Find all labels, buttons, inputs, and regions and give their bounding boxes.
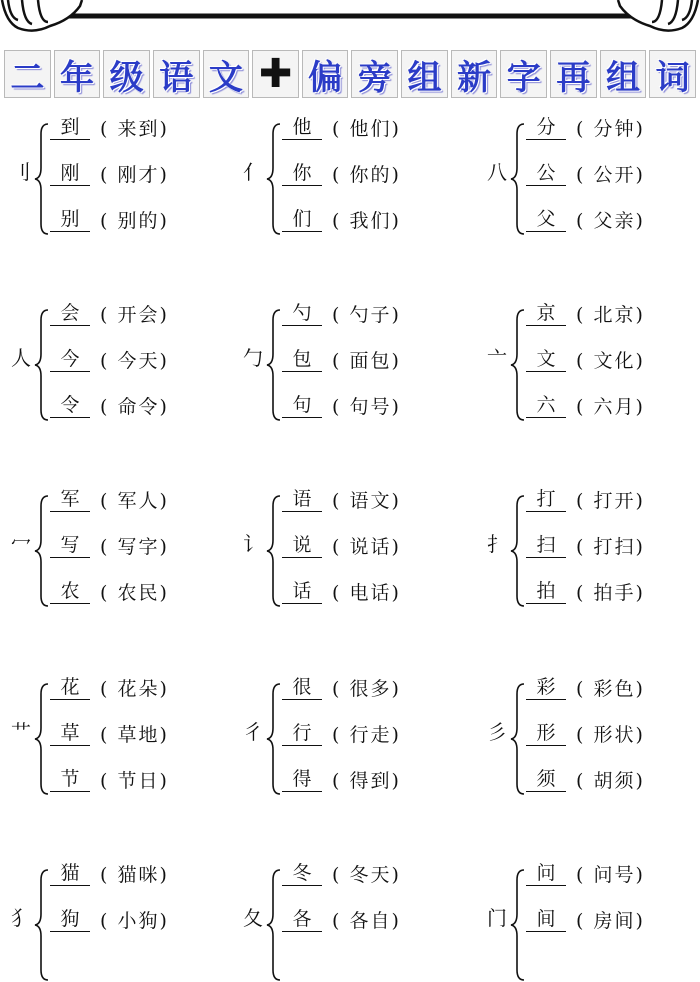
target-char: 节 xyxy=(50,767,90,792)
radical-group xyxy=(4,672,236,792)
char-entry xyxy=(50,204,169,234)
title-char: 词 xyxy=(649,50,696,98)
radical-group xyxy=(480,858,700,978)
brace-icon xyxy=(510,868,526,982)
title-char: 级 xyxy=(103,50,150,98)
title-char: 语 xyxy=(153,50,200,98)
radical-group xyxy=(236,484,468,604)
example-word: ( 今天) xyxy=(100,349,169,372)
example-word: ( 公开) xyxy=(576,163,645,186)
char-entry xyxy=(282,298,401,328)
radical-label: 犭 xyxy=(11,906,31,930)
char-entry xyxy=(50,672,169,702)
char-entry xyxy=(526,530,645,560)
brace-icon xyxy=(510,308,526,422)
example-word: ( 父亲) xyxy=(576,209,645,232)
radical-label: 彳 xyxy=(243,720,263,744)
example-word: ( 农民) xyxy=(100,581,169,604)
example-word: ( 打扫) xyxy=(576,535,645,558)
top-decoration xyxy=(0,0,700,50)
radical-group xyxy=(236,858,468,978)
char-entry xyxy=(526,764,645,794)
example-word: ( 我们) xyxy=(332,209,401,232)
brace-icon xyxy=(266,868,282,982)
title-char: 新 xyxy=(451,50,498,98)
char-entry xyxy=(526,672,645,702)
char-entry xyxy=(50,112,169,142)
target-char: 说 xyxy=(282,533,322,558)
target-char: 令 xyxy=(50,393,90,418)
example-word: ( 节日) xyxy=(100,769,169,792)
target-char: 草 xyxy=(50,721,90,746)
target-char: 勺 xyxy=(282,301,322,326)
target-char: 形 xyxy=(526,721,566,746)
example-word: ( 打开) xyxy=(576,489,645,512)
char-entry xyxy=(50,484,169,514)
brace-icon xyxy=(34,868,50,982)
example-word: ( 各自) xyxy=(332,909,401,932)
target-char: 冬 xyxy=(282,861,322,886)
target-char: 们 xyxy=(282,207,322,232)
radical-label: 夂 xyxy=(243,906,263,930)
title-char: 再 xyxy=(550,50,597,98)
char-entry xyxy=(282,204,401,234)
title-char: 年 xyxy=(54,50,101,98)
target-char: 打 xyxy=(526,487,566,512)
example-word: ( 冬天) xyxy=(332,863,401,886)
target-char: 农 xyxy=(50,579,90,604)
example-word: ( 彩色) xyxy=(576,677,645,700)
radical-group xyxy=(4,484,236,604)
title-char: 二 xyxy=(4,50,51,98)
example-word: ( 很多) xyxy=(332,677,401,700)
target-char: 花 xyxy=(50,675,90,700)
brace-icon xyxy=(266,494,282,608)
radical-group xyxy=(4,112,236,232)
target-char: 很 xyxy=(282,675,322,700)
target-char: 句 xyxy=(282,393,322,418)
char-entry xyxy=(50,718,169,748)
char-entry xyxy=(526,298,645,328)
brace-icon xyxy=(34,308,50,422)
char-entry xyxy=(526,390,645,420)
char-entry xyxy=(526,344,645,374)
example-word: ( 北京) xyxy=(576,303,645,326)
char-entry xyxy=(526,576,645,606)
brace-icon xyxy=(34,682,50,796)
target-char: 军 xyxy=(50,487,90,512)
brace-icon xyxy=(266,122,282,236)
char-entry xyxy=(50,530,169,560)
radical-label: 冖 xyxy=(11,532,31,556)
char-entry xyxy=(282,112,401,142)
radical-label: 艹 xyxy=(11,720,31,744)
example-word: ( 猫咪) xyxy=(100,863,169,886)
target-char: 分 xyxy=(526,115,566,140)
example-word: ( 他们) xyxy=(332,117,401,140)
char-entry xyxy=(50,764,169,794)
brace-icon xyxy=(34,494,50,608)
example-word: ( 房间) xyxy=(576,909,645,932)
target-char: 间 xyxy=(526,907,566,932)
target-char: 别 xyxy=(50,207,90,232)
target-char: 狗 xyxy=(50,907,90,932)
char-entry xyxy=(526,718,645,748)
char-entry xyxy=(50,904,169,934)
radical-label: 彡 xyxy=(487,720,507,744)
target-char: 你 xyxy=(282,161,322,186)
radical-group xyxy=(480,298,700,418)
char-entry xyxy=(282,576,401,606)
example-word: ( 面包) xyxy=(332,349,401,372)
target-char: 话 xyxy=(282,579,322,604)
char-entry xyxy=(526,904,645,934)
example-word: ( 写字) xyxy=(100,535,169,558)
char-entry xyxy=(282,904,401,934)
brace-icon xyxy=(510,494,526,608)
target-char: 会 xyxy=(50,301,90,326)
radical-group xyxy=(480,484,700,604)
example-word: ( 句号) xyxy=(332,395,401,418)
example-word: ( 分钟) xyxy=(576,117,645,140)
target-char: 到 xyxy=(50,115,90,140)
example-word: ( 说话) xyxy=(332,535,401,558)
radical-group xyxy=(236,112,468,232)
title-char: 旁 xyxy=(351,50,398,98)
example-word: ( 行走) xyxy=(332,723,401,746)
target-char: 各 xyxy=(282,907,322,932)
example-word: ( 语文) xyxy=(332,489,401,512)
char-entry xyxy=(50,858,169,888)
char-entry xyxy=(282,390,401,420)
example-word: ( 得到) xyxy=(332,769,401,792)
example-word: ( 文化) xyxy=(576,349,645,372)
char-entry xyxy=(50,344,169,374)
example-word: ( 小狗) xyxy=(100,909,169,932)
example-word: ( 别的) xyxy=(100,209,169,232)
example-word: ( 命令) xyxy=(100,395,169,418)
target-char: 公 xyxy=(526,161,566,186)
target-char: 父 xyxy=(526,207,566,232)
example-word: ( 花朵) xyxy=(100,677,169,700)
title-plus-sign: ✚ xyxy=(252,50,299,98)
brace-icon xyxy=(510,682,526,796)
target-char: 问 xyxy=(526,861,566,886)
target-char: 今 xyxy=(50,347,90,372)
target-char: 文 xyxy=(526,347,566,372)
radical-label: 门 xyxy=(487,906,507,930)
title-char: 组 xyxy=(600,50,647,98)
title-char: 文 xyxy=(203,50,250,98)
example-word: ( 你的) xyxy=(332,163,401,186)
brace-icon xyxy=(510,122,526,236)
example-word: ( 开会) xyxy=(100,303,169,326)
char-entry xyxy=(526,158,645,188)
radical-group xyxy=(480,672,700,792)
radical-label: 刂 xyxy=(11,160,31,184)
target-char: 写 xyxy=(50,533,90,558)
char-entry xyxy=(526,858,645,888)
radical-label: 八 xyxy=(487,160,507,184)
target-char: 猫 xyxy=(50,861,90,886)
target-char: 六 xyxy=(526,393,566,418)
target-char: 京 xyxy=(526,301,566,326)
target-char: 须 xyxy=(526,767,566,792)
char-entry xyxy=(282,718,401,748)
char-entry xyxy=(282,858,401,888)
radical-label: 亠 xyxy=(487,346,507,370)
char-entry xyxy=(282,344,401,374)
char-entry xyxy=(282,764,401,794)
example-word: ( 勺子) xyxy=(332,303,401,326)
target-char: 包 xyxy=(282,347,322,372)
char-entry xyxy=(526,204,645,234)
char-entry xyxy=(282,484,401,514)
char-entry xyxy=(282,672,401,702)
radical-group xyxy=(4,858,236,978)
radical-label: 亻 xyxy=(243,160,263,184)
radical-group xyxy=(236,298,468,418)
target-char: 刚 xyxy=(50,161,90,186)
example-word: ( 军人) xyxy=(100,489,169,512)
char-entry xyxy=(282,530,401,560)
example-word: ( 电话) xyxy=(332,581,401,604)
example-word: ( 刚才) xyxy=(100,163,169,186)
brace-icon xyxy=(34,122,50,236)
target-char: 行 xyxy=(282,721,322,746)
char-entry xyxy=(50,576,169,606)
char-entry xyxy=(282,158,401,188)
example-word: ( 草地) xyxy=(100,723,169,746)
example-word: ( 胡须) xyxy=(576,769,645,792)
radical-label: 讠 xyxy=(243,532,263,556)
char-entry xyxy=(50,390,169,420)
target-char: 语 xyxy=(282,487,322,512)
example-word: ( 六月) xyxy=(576,395,645,418)
example-word: ( 形状) xyxy=(576,723,645,746)
radical-label: 人 xyxy=(11,346,31,370)
radical-group xyxy=(480,112,700,232)
target-char: 他 xyxy=(282,115,322,140)
example-word: ( 问号) xyxy=(576,863,645,886)
example-word: ( 拍手) xyxy=(576,581,645,604)
brace-icon xyxy=(266,682,282,796)
char-entry xyxy=(50,298,169,328)
radical-label: 扌 xyxy=(487,532,507,556)
radical-group xyxy=(4,298,236,418)
target-char: 拍 xyxy=(526,579,566,604)
target-char: 得 xyxy=(282,767,322,792)
radical-label: 勹 xyxy=(243,346,263,370)
char-entry xyxy=(526,484,645,514)
title-char: 组 xyxy=(401,50,448,98)
page-title xyxy=(4,50,696,98)
char-entry xyxy=(50,158,169,188)
title-char: 字 xyxy=(500,50,547,98)
char-entry xyxy=(526,112,645,142)
radical-group xyxy=(236,672,468,792)
target-char: 扫 xyxy=(526,533,566,558)
example-word: ( 来到) xyxy=(100,117,169,140)
brace-icon xyxy=(266,308,282,422)
target-char: 彩 xyxy=(526,675,566,700)
title-char: 偏 xyxy=(302,50,349,98)
